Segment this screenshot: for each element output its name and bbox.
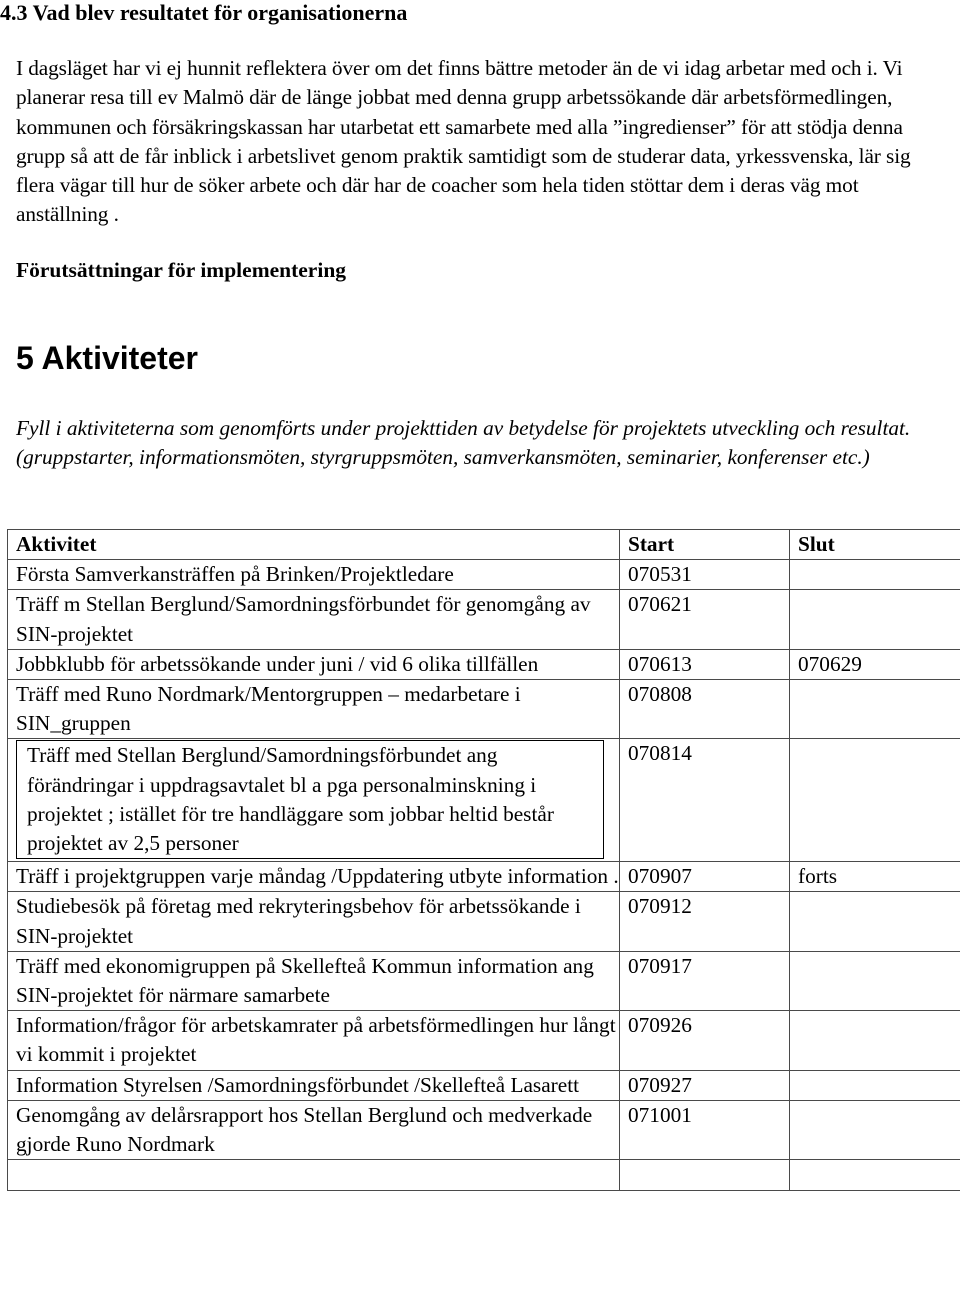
start-cell: 070912 — [620, 892, 790, 951]
end-cell — [790, 1100, 960, 1159]
activity-cell: Studiebesök på företag med rekryteringsbehov för arbetssökande i SIN-projektet — [8, 892, 620, 951]
table-row — [8, 951, 960, 1010]
table-row — [8, 590, 960, 649]
end-cell — [790, 560, 960, 590]
prerequisites-heading: Förutsättningar för implementering — [16, 258, 347, 282]
table-row — [8, 1100, 960, 1159]
end-cell — [790, 951, 960, 1010]
table-row — [8, 1070, 960, 1100]
activity-cell: Jobbklubb för arbetssökande under juni / vid 6 olika tillfällen — [8, 649, 620, 679]
start-cell: 070917 — [620, 951, 790, 1010]
header-end: Slut — [790, 530, 960, 560]
end-cell: 070629 — [790, 649, 960, 679]
start-cell: 070621 — [620, 590, 790, 649]
end-cell — [790, 739, 960, 862]
start-cell: 070926 — [620, 1011, 790, 1070]
header-activity: Aktivitet — [8, 530, 620, 560]
activity-cell-boxed — [8, 739, 620, 862]
activity-cell: Träff m Stellan Berglund/Samordningsförbundet för genomgång av SIN-projektet — [8, 590, 620, 649]
end-cell — [790, 590, 960, 649]
start-cell: 070808 — [620, 680, 790, 739]
result-paragraph: I dagsläget har vi ej hunnit reflektera över om det finns bättre metoder än de vi idag arbetar med och i. Vi planerar resa till ev Malmö där de länge jobbat med denna grupp arbetssökande där arbetsförmedlingen, kommunen och försäkringskassan har utarbetat ett samarbete med alla ”ingredienser” för att stödja denna grupp så att de får inblick i arbetslivet genom praktik samtidigt som de studerar data, yrkessvenska, lär sig flera vägar till hur de söker arbete och där har de coacher som hela tiden stöttar dem i deras väg mot anställning . — [16, 56, 911, 227]
activities-table — [7, 529, 960, 1191]
start-cell: 070907 — [620, 862, 790, 892]
section-heading: 4.3 Vad blev resultatet för organisationerna — [0, 0, 408, 25]
start-cell: 070814 — [620, 739, 790, 862]
activity-cell: Första Samverkansträffen på Brinken/Projektledare — [8, 560, 620, 590]
start-cell: 070927 — [620, 1070, 790, 1100]
activity-cell: Träff med ekonomigruppen på Skellefteå Kommun information ang SIN-projektet för närmare samarbete — [8, 951, 620, 1010]
activity-cell: Träff i projektgruppen varje måndag /Uppdatering utbyte information . — [8, 862, 620, 892]
start-cell: 070613 — [620, 649, 790, 679]
end-cell: forts — [790, 862, 960, 892]
activity-cell: Genomgång av delårsrapport hos Stellan Berglund och medverkade gjorde Runo Nordmark — [8, 1100, 620, 1159]
start-cell: 070531 — [620, 560, 790, 590]
instruction-text: Fyll i aktiviteterna som genomförts under projekttiden av betydelse för projektets utveckling och resultat. (gruppstarter, informationsmöten, styrgruppsmöten, samverkansmöten, seminarier, konferenser etc.) — [16, 416, 911, 470]
table-row — [8, 680, 960, 739]
activity-cell — [8, 1160, 620, 1191]
end-cell — [790, 1011, 960, 1070]
start-cell: 071001 — [620, 1100, 790, 1159]
start-cell — [620, 1160, 790, 1191]
end-cell — [790, 892, 960, 951]
end-cell — [790, 1070, 960, 1100]
chapter-heading: 5 Aktiviteter — [16, 340, 198, 376]
table-row — [8, 649, 960, 679]
table-row — [8, 862, 960, 892]
table-row-empty — [8, 1160, 960, 1191]
activity-cell: Träff med Runo Nordmark/Mentorgruppen – medarbetare i SIN_gruppen — [8, 680, 620, 739]
table-header-row — [8, 530, 960, 560]
table-row — [8, 560, 960, 590]
boxed-activity-text: Träff med Stellan Berglund/Samordningsförbundet ang förändringar i uppdragsavtalet bl a pga personalminskning i projektet ; istället för tre handläggare som jobbar heltid består projektet av 2,5 personer — [16, 740, 604, 859]
table-row — [8, 892, 960, 951]
activity-cell: Information Styrelsen /Samordningsförbundet /Skellefteå Lasarett — [8, 1070, 620, 1100]
end-cell — [790, 1160, 960, 1191]
table-row — [8, 739, 960, 862]
end-cell — [790, 680, 960, 739]
activity-cell: Information/frågor för arbetskamrater på arbetsförmedlingen hur långt vi kommit i projektet — [8, 1011, 620, 1070]
table-row — [8, 1011, 960, 1070]
header-start: Start — [620, 530, 790, 560]
